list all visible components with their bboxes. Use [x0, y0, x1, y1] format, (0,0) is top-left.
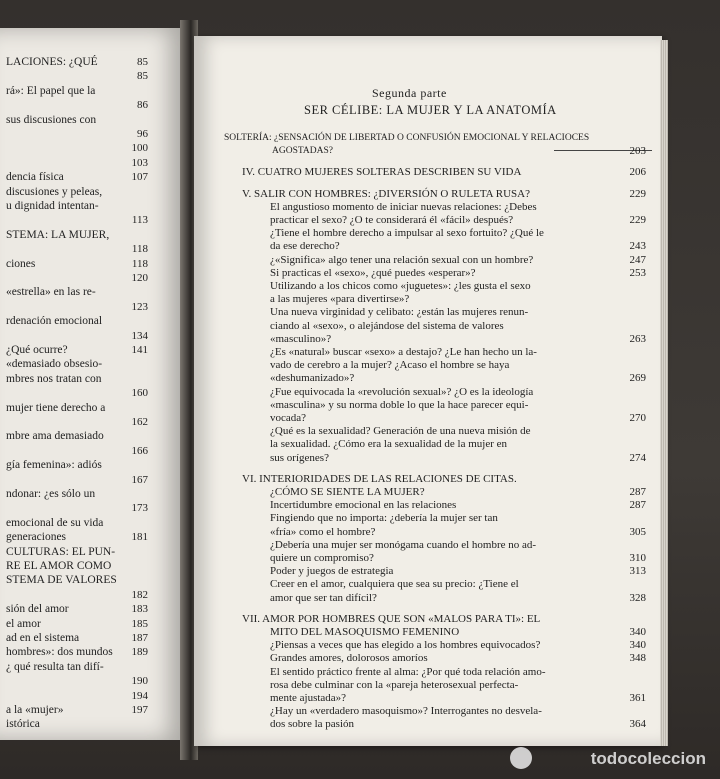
left-toc-page-number: 189	[131, 646, 148, 659]
left-toc-text: ¿Qué ocurre?	[6, 344, 68, 356]
right-toc-text: IV. CUATRO MUJERES SOLTERAS DESCRIBEN SU VIDA	[242, 166, 522, 179]
right-toc-text: «deshumanizado»?	[270, 372, 355, 385]
left-toc-text: el amor	[6, 617, 41, 630]
right-toc-page-number: 229	[629, 187, 646, 200]
right-toc-text: ¿Piensas a veces que has elegido a los hombres equivocados?	[270, 639, 541, 652]
left-toc-text: emocional de su vida	[6, 516, 104, 529]
left-toc-text: ciones	[6, 257, 36, 270]
right-toc-text: dos sobre la pasión	[270, 718, 355, 731]
right-toc-text: ¿Debería una mujer ser monógama cuando el hombre no ad-	[270, 538, 537, 551]
left-toc-page-number: 123	[131, 300, 148, 313]
left-toc-page-number: 181	[131, 531, 148, 544]
left-toc-text: ad en el sistema	[6, 632, 80, 644]
left-toc-text: gía femenina»: adiós	[6, 459, 102, 472]
right-toc-text: ¿«Significa» algo tener una relación sexual con un hombre?	[270, 253, 534, 266]
right-toc-text: AGOSTADAS?	[272, 146, 333, 157]
left-toc-page-number: 113	[131, 214, 148, 227]
left-toc-text: istórica	[6, 718, 40, 731]
left-toc-page-number: 173	[131, 502, 148, 515]
left-toc-page-number: 118	[131, 243, 148, 256]
left-toc-page-number: 167	[131, 473, 148, 486]
left-toc-text: rdenación emocional	[6, 315, 103, 328]
left-toc-text: sión del amor	[6, 603, 69, 616]
left-toc-text: STEMA: LA MUJER,	[6, 228, 110, 241]
right-toc-text: practicar el sexo? ¿O te considerará él «fácil» después?	[270, 214, 514, 226]
right-toc-page-number: 361	[629, 692, 646, 704]
left-toc-text: CULTURAS: EL PUN-	[6, 545, 116, 558]
left-toc-page-number: 103	[131, 156, 148, 169]
left-toc-text: generaciones	[6, 531, 67, 544]
left-toc-page-number: 96	[137, 128, 148, 140]
left-toc-text: mbre ama demasiado	[6, 430, 104, 443]
left-toc-page-number: 134	[131, 329, 148, 342]
right-toc-text: quiere un compromiso?	[270, 552, 374, 564]
right-toc-page-number: 269	[629, 372, 646, 385]
left-toc-text: hombres»: dos mundos	[6, 646, 113, 659]
right-toc-text: Creer en el amor, cualquiera que sea su precio: ¿Tiene el	[270, 578, 519, 591]
right-toc-text: «masculina» y su norma doble lo que la hace parecer equi-	[270, 398, 529, 411]
left-toc-text: mbres nos tratan con	[6, 372, 102, 385]
right-toc-text: da ese derecho?	[270, 240, 340, 253]
watermark-logo-icon	[510, 747, 532, 769]
right-toc-text: ciando al «sexo», o alejándose del sistema de valores	[270, 319, 504, 332]
left-toc-text: ¿ qué resulta tan difí-	[6, 660, 104, 673]
right-toc-page-number: 206	[629, 166, 646, 179]
right-toc-text: MITO DEL MASOQUISMO FEMENINO	[270, 626, 460, 638]
right-toc-text: Una nueva virginidad y celibato: ¿están las mujeres renun-	[270, 306, 529, 319]
right-toc-page-number: 310	[629, 552, 646, 564]
right-toc-page-number: 287	[629, 499, 646, 512]
right-toc-text: El sentido práctico frente al alma: ¿Por qué toda relación amo-	[270, 665, 546, 678]
watermark: todocoleccion	[590, 749, 706, 768]
left-toc-text: RE EL AMOR COMO	[6, 560, 112, 572]
left-toc-page-number: 120	[131, 272, 148, 284]
right-toc-text: amor que ser tan difícil?	[270, 591, 377, 604]
right-toc-page-number: 328	[629, 591, 646, 604]
right-toc-page-number: 340	[629, 639, 646, 652]
left-toc-text: u dignidad intentan-	[6, 200, 99, 212]
right-toc-text: ¿Fue equivocada la «revolución sexual»? ¿O es la ideología	[270, 385, 534, 398]
left-toc-page-number: 162	[131, 416, 148, 428]
right-toc-text: «fría» como el hombre?	[270, 525, 376, 538]
right-toc-page-number: 313	[629, 565, 646, 578]
left-toc-text: rá»: El papel que la	[6, 84, 96, 97]
right-toc-page-number: 270	[629, 412, 646, 424]
left-toc-page-number: 194	[131, 689, 148, 702]
left-toc-text: «estrella» en las re-	[6, 286, 96, 299]
left-toc-page-number: 100	[131, 142, 148, 155]
left-toc-page-number: 118	[131, 257, 148, 270]
left-toc-page-number: 182	[131, 588, 148, 601]
part-label: Segunda parte	[372, 86, 447, 100]
left-toc-page-number: 197	[131, 704, 148, 716]
left-toc-text: a la «mujer»	[6, 704, 64, 716]
right-toc-text: VII. AMOR POR HOMBRES QUE SON «MALOS PARA TI»: EL	[242, 612, 541, 625]
right-toc-text: Poder y juegos de estrategia	[270, 565, 394, 578]
right-toc-page-number: 203	[629, 145, 646, 158]
left-toc-text: dencia física	[6, 171, 64, 184]
right-toc-text: ¿Hay un «verdadero masoquismo»? Interrogantes no desvela-	[270, 705, 542, 718]
right-toc-text: ¿Es «natural» buscar «sexo» a destajo? ¿Le han hecho un la-	[270, 346, 537, 358]
right-toc-text: Si practicas el «sexo», ¿qué puedes «esperar»?	[270, 266, 476, 279]
left-toc-page-number: 160	[131, 387, 148, 400]
right-toc-text: VI. INTERIORIDADES DE LAS RELACIONES DE CITAS.	[242, 472, 517, 485]
right-toc-page-number: 253	[629, 266, 646, 279]
left-toc-text: STEMA DE VALORES	[6, 574, 117, 587]
right-toc-text: ¿CÓMO SE SIENTE LA MUJER?	[270, 486, 425, 498]
right-toc-page-number: 287	[629, 486, 646, 498]
right-toc-page-number: 263	[629, 332, 646, 345]
right-toc-page-number: 340	[629, 626, 646, 638]
left-toc-text: mujer tiene derecho a	[6, 401, 106, 414]
left-toc-page-number: 183	[131, 603, 148, 616]
right-toc-text: SOLTERÍA: ¿SENSACIÓN DE LIBERTAD O CONFUSIÓN EMOCIONAL Y RELACIOCES	[224, 133, 590, 143]
right-toc-text: «masculino»?	[270, 332, 332, 345]
right-toc-text: Utilizando a los chicos como «juguetes»: ¿les gusta el sexo	[270, 280, 531, 292]
right-toc-text: Incertidumbre emocional en las relaciones	[270, 499, 457, 512]
right-toc-text: ¿Tiene el hombre derecho a impulsar al sexo fortuito? ¿Qué le	[270, 227, 544, 240]
right-toc-page-number: 229	[629, 214, 646, 226]
left-toc-page-number: 85	[137, 70, 148, 83]
left-toc-text: discusiones y peleas,	[6, 185, 103, 198]
right-toc-text: Fingiendo que no importa: ¿debería la mujer ser tan	[270, 512, 498, 525]
left-toc-text: sus discusiones con	[6, 113, 97, 126]
page-edges	[660, 40, 668, 746]
right-toc-text: ¿Qué es la sexualidad? Generación de una nueva misión de	[270, 425, 531, 438]
left-toc-page-number: 190	[131, 675, 148, 688]
left-toc-text: ndonar: ¿es sólo un	[6, 488, 96, 500]
right-toc-text: vocada?	[270, 412, 307, 424]
left-toc-text: LACIONES: ¿QUÉ	[6, 56, 98, 68]
right-toc-text: vado de cerebro a la mujer? ¿Acaso el hombre se haya	[270, 359, 510, 372]
right-toc-text: sus orígenes?	[270, 451, 329, 464]
left-toc-page-number: 187	[131, 632, 148, 644]
left-toc-page-number: 185	[131, 617, 148, 630]
right-toc-text: V. SALIR CON HOMBRES: ¿DIVERSIÓN O RULETA RUSA?	[242, 187, 530, 200]
right-toc-page-number: 274	[629, 451, 646, 464]
left-toc-page-number: 85	[137, 56, 148, 68]
left-toc-page-number: 141	[131, 344, 148, 356]
left-toc-page-number: 107	[131, 171, 148, 184]
right-toc-text: a las mujeres «para divertirse»?	[270, 293, 410, 306]
left-toc-text: «demasiado obsesio-	[6, 358, 103, 371]
right-toc-page-number: 348	[629, 652, 646, 665]
right-toc-text: rosa debe culminar con la «pareja heterosexual perfecta-	[270, 678, 519, 691]
left-page	[0, 28, 188, 740]
right-toc-text: la sexualidad. ¿Cómo era la sexualidad de la mujer en	[270, 438, 508, 451]
right-toc-text: mente ajustada»?	[270, 692, 347, 704]
right-toc-text: El angustioso momento de iniciar nuevas relaciones: ¿Debes	[270, 200, 537, 213]
right-page	[194, 36, 662, 746]
right-toc-page-number: 243	[629, 240, 646, 253]
left-toc-page-number: 86	[137, 99, 148, 112]
right-toc-page-number: 247	[629, 253, 646, 266]
right-toc-text: Grandes amores, dolorosos amoríos	[270, 652, 428, 665]
left-toc-page-number: 166	[131, 444, 148, 457]
right-toc-page-number: 364	[629, 718, 646, 731]
part-title: SER CÉLIBE: LA MUJER Y LA ANATOMÍA	[304, 103, 557, 117]
right-toc-page-number: 305	[629, 525, 646, 538]
